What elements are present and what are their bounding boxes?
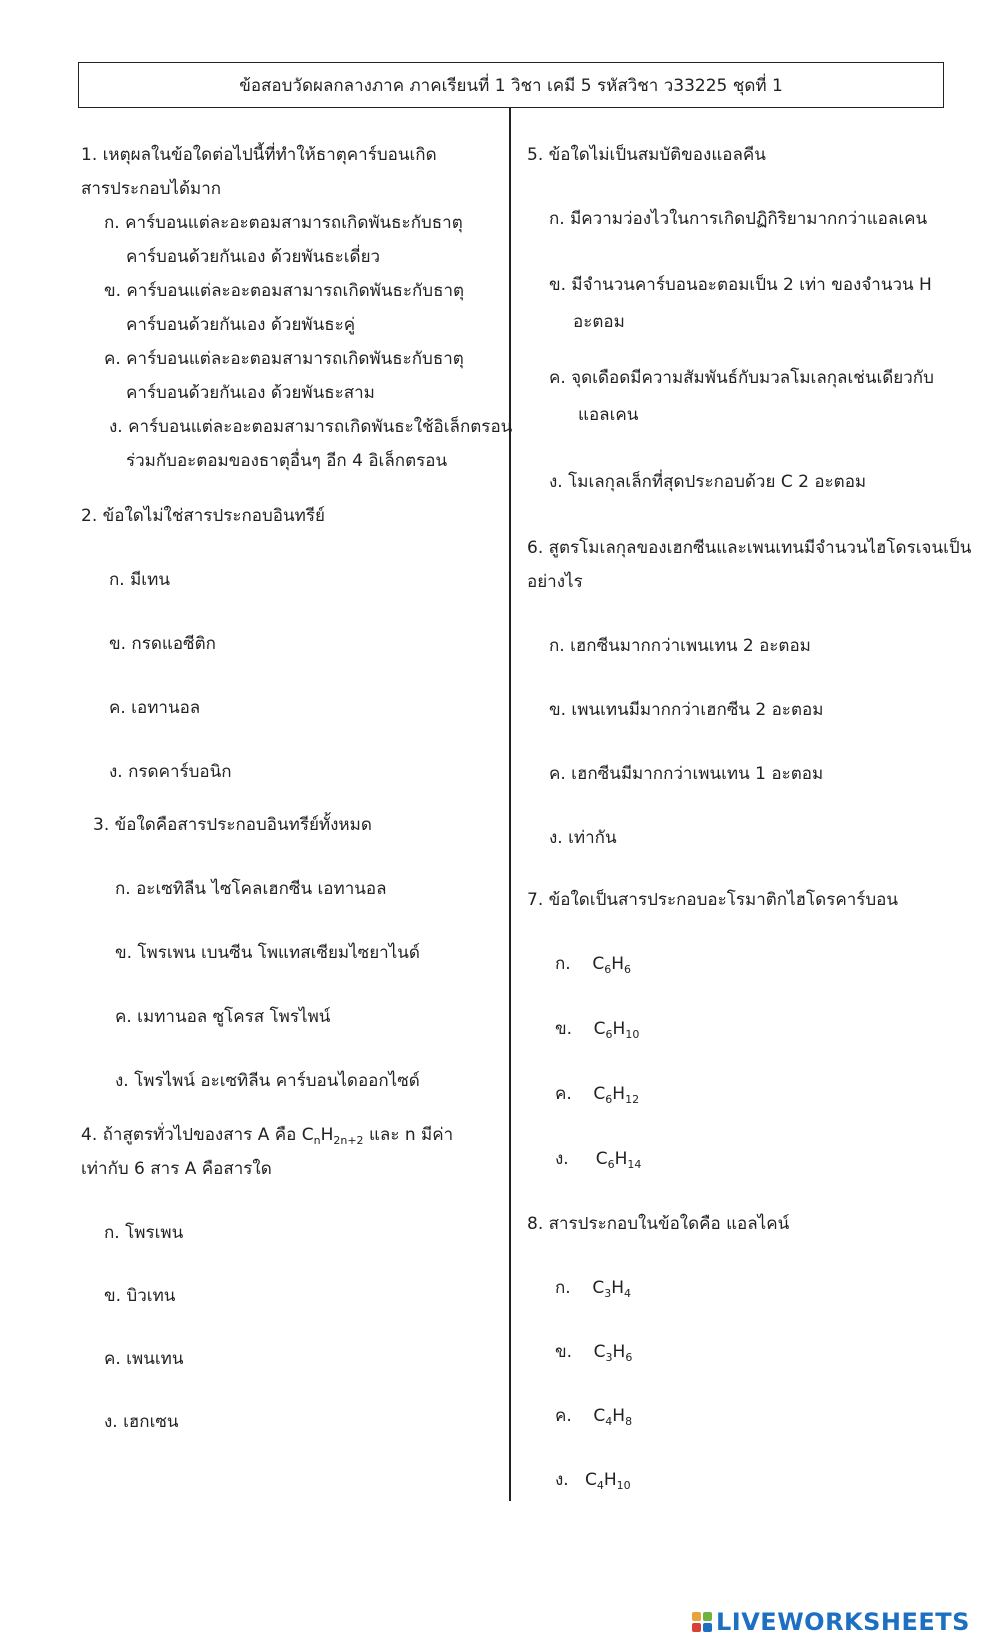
q7-text: 7. ข้อใดเป็นสารประกอบอะโรมาติกไฮโดรคาร์บอน [527,890,899,910]
formula-h-sub: 12 [625,1093,640,1106]
formula-h-sub: 10 [616,1479,631,1492]
q7-option-c [555,1083,639,1105]
q7-option-d [555,1148,641,1170]
formula-h-sub: 6 [625,1351,633,1364]
formula-h: H [611,1278,624,1298]
q1-option-c: ค. คาร์บอนแต่ละอะตอมสามารถเกิดพันธะกับธาตุ [104,349,464,369]
formula-h: H [612,1406,626,1426]
formula-c-sub: 3 [604,1287,612,1300]
q3-option-a: ก. อะเซทิลีน ไซโคลเฮกซีน เอทานอล [115,879,387,899]
formula-c-sub: 4 [596,1479,604,1492]
q6-option-d: ง. เท่ากัน [549,828,617,848]
q2-text: 2. ข้อใดไม่ใช่สารประกอบอินทรีย์ [81,506,325,526]
option-label: ค. [555,1406,572,1426]
q1-text-line1: 1. เหตุผลในข้อใดต่อไปนี้ที่ทำให้ธาตุคาร์บอนเกิด [81,145,437,165]
formula-c: C [592,1278,605,1298]
q1-option-d: ง. คาร์บอนแต่ละอะตอมสามารถเกิดพันธะใช้อิเล็กตรอน [109,417,513,437]
q2-option-d: ง. กรดคาร์บอนิก [109,762,232,782]
q1-option-d-cont: ร่วมกับอะตอมของธาตุอื่นๆ อีก 4 อิเล็กตรอน [126,451,448,471]
q2-option-b: ข. กรดแอซีติก [109,634,216,654]
q1-option-a-cont: คาร์บอนด้วยกันเอง ด้วยพันธะเดี่ยว [126,247,381,267]
q4-option-b: ข. บิวเทน [104,1286,176,1306]
q5-option-c-cont: แอลเคน [578,405,639,425]
q4-option-a: ก. โพรเพน [104,1223,184,1243]
formula-c: C [301,1125,314,1145]
formula-h: H [612,1084,626,1104]
q6-option-a: ก. เฮกซีนมากกว่าเพนเทน 2 อะตอม [549,636,811,656]
q6-option-b: ข. เพนเทนมีมากกว่าเฮกซีน 2 อะตอม [549,700,824,720]
q4-text-post: และ n มีค่า [363,1125,454,1145]
q1-text-line2: สารประกอบได้มาก [81,179,222,199]
logo-square-3 [692,1623,701,1632]
formula-h: H [612,1342,626,1362]
q2-option-a: ก. มีเทน [109,570,170,590]
q5-option-b: ข. มีจำนวนคาร์บอนอะตอมเป็น 2 เท่า ของจำนวน H [549,275,932,295]
logo-square-4 [703,1623,712,1632]
q3-option-b: ข. โพรเพน เบนซีน โพแทสเซียมไซยาไนด์ [115,943,420,963]
formula-h-sub: 4 [624,1287,631,1300]
formula-c: C [593,1019,606,1039]
q4-formula [302,1125,364,1145]
q3-option-c: ค. เมทานอล ซูโครส โพรไพน์ [115,1007,331,1027]
q1-option-b: ข. คาร์บอนแต่ละอะตอมสามารถเกิดพันธะกับธาตุ [104,281,465,301]
formula-h: H [603,1470,617,1490]
formula-c: C [593,1084,606,1104]
exam-header [78,62,944,108]
formula-c: C [593,1342,606,1362]
q5-option-c: ค. จุดเดือดมีความสัมพันธ์กับมวลโมเลกุลเช่นเดียวกับ [549,368,934,388]
formula-h-sub: 6 [624,963,631,976]
q4-option-d: ง. เฮกเซน [104,1412,179,1432]
q4-text-pre: 4. ถ้าสูตรทั่วไปของสาร A คือ [81,1125,302,1145]
q2-option-c: ค. เอทานอล [109,698,201,718]
exam-header-text: ข้อสอบวัดผลกลางภาค ภาคเรียนที่ 1 วิชา เคมี 5 รหัสวิชา ว33225 ชุดที่ 1 [239,75,783,96]
formula-c-sub: 6 [605,1028,613,1041]
q5-option-d: ง. โมเลกุลเล็กที่สุดประกอบด้วย C 2 อะตอม [549,472,867,492]
logo-text: LIVEWORKSHEETS [716,1608,970,1636]
q3-option-d: ง. โพรไพน์ อะเซทิลีน คาร์บอนไดออกไซด์ [115,1071,420,1091]
q4-option-c: ค. เพนเทน [104,1349,184,1369]
q6-text-line1: 6. สูตรโมเลกุลของเฮกซีนและเพนเทนมีจำนวนไฮโดรเจนเป็น [527,538,972,558]
q6-text-line2: อย่างไร [527,572,583,592]
formula-h-sub: 10 [625,1028,640,1041]
option-label: ค. [555,1084,572,1104]
option-label: ก. [555,954,571,974]
q8-option-c [555,1405,632,1427]
formula-c: C [584,1470,597,1490]
liveworksheets-logo [692,1607,970,1637]
formula-c-sub: 6 [604,963,612,976]
formula-c: C [595,1149,608,1169]
q7-option-a [555,953,631,975]
option-label: ง. [555,1470,569,1490]
formula-c: C [593,1406,606,1426]
formula-c-sub: n [313,1134,321,1147]
q5-option-a: ก. มีความว่องไวในการเกิดปฏิกิริยามากกว่าแอลเคน [549,209,928,229]
formula-h-sub: 8 [625,1415,633,1428]
q1-option-c-cont: คาร์บอนด้วยกันเอง ด้วยพันธะสาม [126,383,375,403]
formula-c-sub: 6 [605,1093,613,1106]
q5-text: 5. ข้อใดไม่เป็นสมบัติของแอลคีน [527,145,766,165]
q6-option-c: ค. เฮกซีนมีมากกว่าเพนเทน 1 อะตอม [549,764,824,784]
option-label: ก. [555,1278,571,1298]
formula-h: H [611,954,624,974]
q5-option-b-cont: อะตอม [573,312,625,332]
q1-option-b-cont: คาร์บอนด้วยกันเอง ด้วยพันธะคู่ [126,315,356,335]
formula-c: C [592,954,605,974]
q8-option-a [555,1277,631,1299]
logo-square-1 [692,1612,701,1621]
formula-h-sub: 14 [627,1158,642,1171]
q8-text: 8. สารประกอบในข้อใดคือ แอลไคน์ [527,1214,790,1234]
formula-h: H [320,1125,334,1145]
q3-text: 3. ข้อใดคือสารประกอบอินทรีย์ทั้งหมด [93,815,372,835]
column-divider [509,108,511,1501]
q4-text-line2: เท่ากับ 6 สาร A คือสารใด [81,1159,272,1179]
q1-option-a: ก. คาร์บอนแต่ละอะตอมสามารถเกิดพันธะกับธาตุ [104,213,463,233]
formula-h: H [614,1149,628,1169]
q4-text-line1 [81,1124,453,1146]
formula-c-sub: 6 [607,1158,615,1171]
q8-option-d [555,1469,631,1491]
q7-option-b [555,1018,639,1040]
liveworksheets-mark-icon [692,1612,712,1632]
formula-c-sub: 4 [605,1415,613,1428]
logo-square-2 [703,1612,712,1621]
formula-h-sub: 2n+2 [333,1134,364,1147]
formula-h: H [612,1019,626,1039]
option-label: ง. [555,1149,569,1169]
formula-c-sub: 3 [605,1351,613,1364]
option-label: ข. [555,1019,573,1039]
option-label: ข. [555,1342,573,1362]
q8-option-b [555,1341,632,1363]
